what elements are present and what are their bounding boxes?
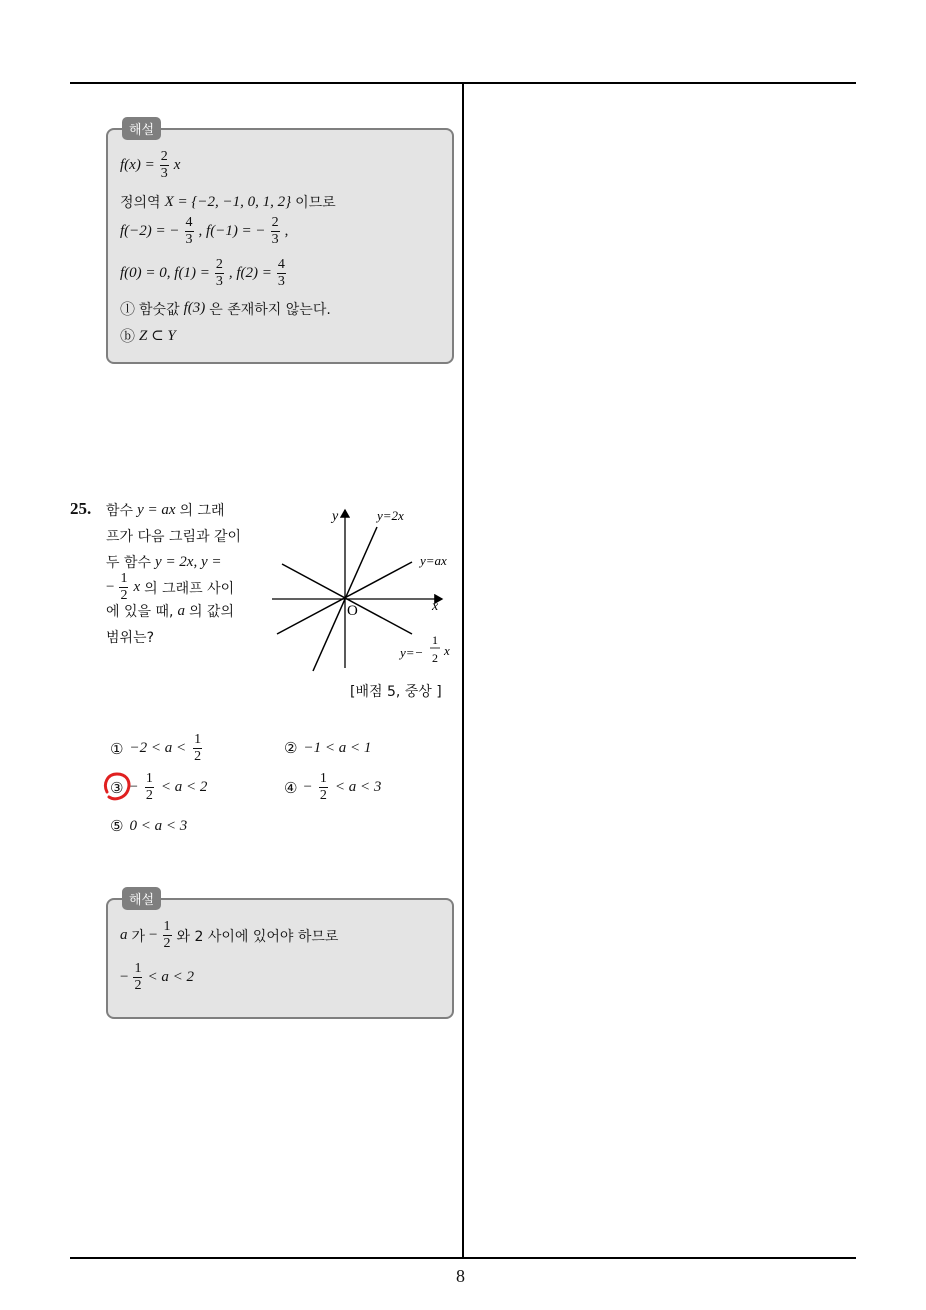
choice-4[interactable]: ④ − $\frac{1}{2}$ < a < 3: [284, 771, 382, 803]
solution-tag: 해설: [122, 887, 161, 910]
score-label: [배점 5, 중상 ]: [350, 684, 442, 700]
label-y-neg-num: 1: [432, 633, 438, 647]
fraction: $\frac{1}{2}$: [120, 571, 128, 603]
bottom-rule: [70, 1257, 856, 1259]
fraction: $\frac{1}{2}$: [134, 961, 142, 993]
x-axis-label: x: [432, 599, 439, 614]
solution-line-values-2: f(0) = 0, f(1) = $\frac{2}{3}$ , f(2) = $\frac{4}{3}$: [120, 257, 285, 289]
fraction: $\frac{2}{3}$: [271, 215, 279, 247]
solution-line-note-2: ⓑ Z ⊂ Y: [120, 327, 176, 345]
question-line-6: 범위는?: [106, 630, 155, 646]
solution2-line-2: − $\frac{1}{2}$ < a < 2: [120, 961, 194, 993]
solution-line-function: f(x) = $\frac{2}{3}$ x: [120, 149, 181, 181]
solution-tag: 해설: [122, 117, 161, 140]
label-y-neg-pre: y=−: [400, 645, 424, 660]
fraction: $\frac{2}{3}$: [160, 149, 168, 181]
label-y-neg-den: 2: [432, 651, 438, 665]
solution-line-values-1: f(−2) = − $\frac{4}{3}$ , f(−1) = − $\frac{2}{3}$ ,: [120, 215, 289, 247]
label-y-ax: y=ax: [420, 553, 447, 568]
answer-mark-circle: [101, 770, 135, 804]
solution-line-note-1: ⓛ 함숫값 f(3) 은 존재하지 않는다.: [120, 300, 331, 318]
question-line-3: 두 함수 y = 2x, y =: [106, 553, 222, 571]
label-y-neg-tail: x: [444, 643, 450, 658]
fraction: $\frac{2}{3}$: [215, 257, 223, 289]
fraction: $\frac{1}{2}$: [163, 919, 171, 951]
choice-5[interactable]: ⑤ 0 < a < 3: [110, 817, 188, 835]
fraction: $\frac{4}{3}$: [277, 257, 285, 289]
question-line-4: − $\frac{1}{2}$ x 의 그래프 사이: [106, 571, 235, 603]
solution2-line-1: a 가 − $\frac{1}{2}$ 와 2 사이에 있어야 하므로: [120, 919, 339, 951]
column-divider: [462, 83, 464, 1259]
solution-box-1: [106, 123, 454, 364]
solution-box-2: [106, 893, 454, 1019]
y-axis-label: y: [332, 509, 339, 524]
page-number: 8: [456, 1266, 465, 1286]
label-y-2x: y=2x: [377, 508, 404, 523]
choice-1[interactable]: ① −2 < a < $\frac{1}{2}$: [110, 732, 202, 764]
graph: [262, 502, 462, 682]
solution-line-domain: 정의역 X = {−2, −1, 0, 1, 2} 이므로: [120, 193, 336, 211]
question-line-5: 에 있을 때, a 의 값의: [106, 602, 234, 620]
choice-2[interactable]: ② −1 < a < 1: [284, 739, 372, 757]
fraction: $\frac{4}{3}$: [185, 215, 193, 247]
origin-label: O: [347, 603, 358, 619]
choice-3[interactable]: ③ − $\frac{1}{2}$ < a < 2: [110, 771, 208, 803]
fraction: $\frac{1}{2}$: [319, 771, 327, 803]
fraction: $\frac{1}{2}$: [194, 732, 202, 764]
question-number: 25.: [70, 499, 92, 518]
question-line-2: 프가 다음 그림과 같이: [106, 529, 242, 545]
fraction: $\frac{1}{2}$: [145, 771, 153, 803]
question-line-1: 함수 y = ax 의 그래: [106, 501, 225, 519]
